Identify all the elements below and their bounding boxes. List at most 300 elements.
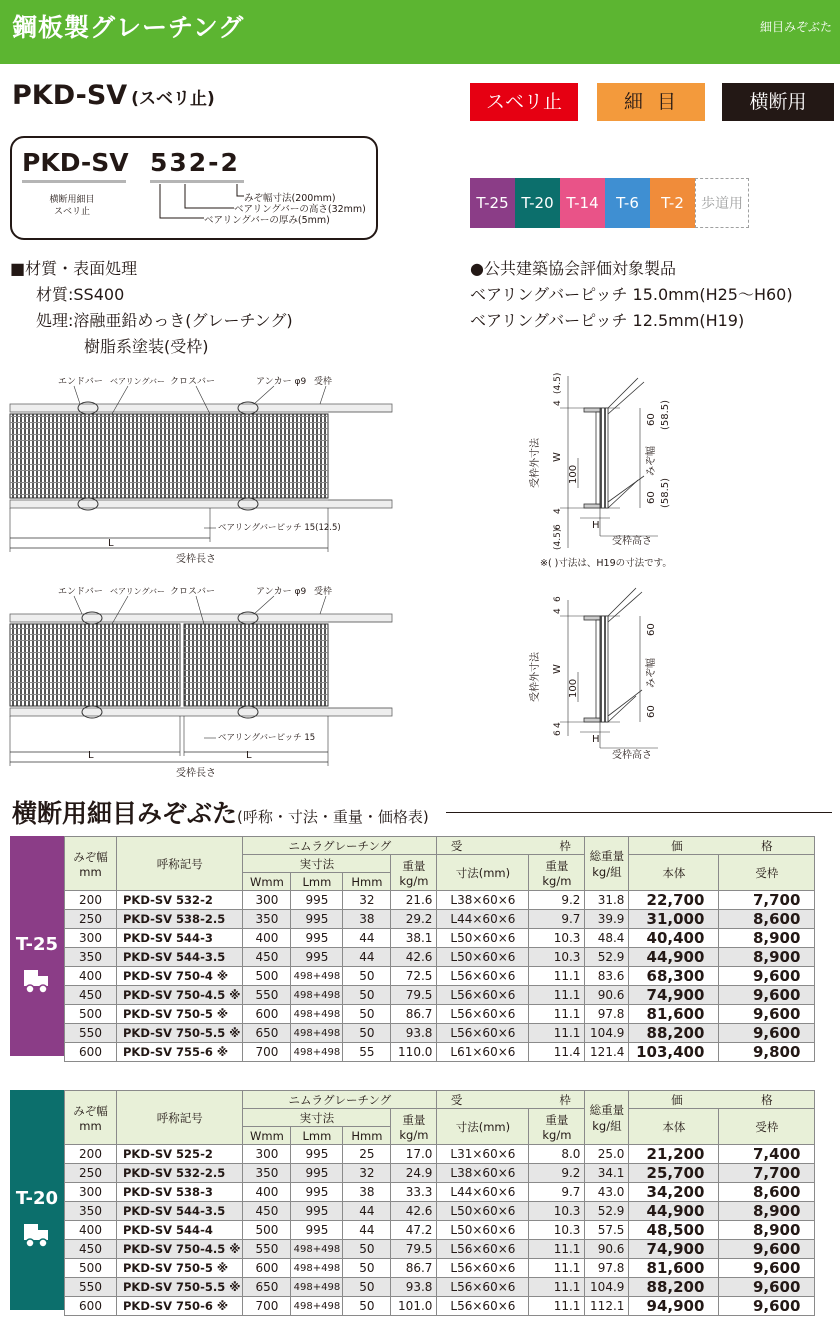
- cell-code: PKD-SV 750-4.5 ※: [117, 1240, 243, 1259]
- cell-body-price: 74,900: [629, 986, 719, 1005]
- cell-w: 650: [243, 1024, 291, 1043]
- cell-body-price: 40,400: [629, 929, 719, 948]
- cell-code: PKD-SV 750-4 ※: [117, 967, 243, 986]
- cell-width: 300: [65, 929, 117, 948]
- cell-l: 995: [291, 1183, 343, 1202]
- code-sublabel-2: スベリ止: [53, 207, 90, 217]
- cell-weight: 93.8: [391, 1278, 437, 1297]
- tag-transverse: 横断用: [722, 83, 834, 121]
- price-table-t-20: [64, 1090, 815, 1316]
- cell-weight: 29.2: [391, 910, 437, 929]
- cell-code: PKD-SV 532-2.5: [117, 1164, 243, 1183]
- load-class-t20: T-20: [515, 178, 560, 228]
- cell-total: 97.8: [585, 1005, 629, 1024]
- label-6-bot-2: 6: [553, 730, 563, 736]
- load-class-row: [470, 178, 749, 228]
- load-class-band-t-20: [10, 1090, 64, 1310]
- cell-code: PKD-SV 750-5.5 ※: [117, 1024, 243, 1043]
- load-class-t6: T-6: [605, 178, 650, 228]
- cell-w: 700: [243, 1297, 291, 1316]
- cell-l: 498+498: [291, 967, 343, 986]
- cell-l: 995: [291, 1145, 343, 1164]
- cell-l: 995: [291, 910, 343, 929]
- table-row: [65, 1005, 815, 1024]
- header-width: みぞ幅 mm: [65, 837, 117, 891]
- header-h: Hmm: [343, 873, 391, 891]
- label-frame-2: 受枠: [314, 587, 333, 597]
- model-title: [12, 80, 215, 111]
- cell-frame-price: 8,900: [719, 1221, 815, 1240]
- cell-frame-dims: L61×60×6: [437, 1043, 529, 1062]
- tag-fine: 細目: [597, 83, 705, 121]
- cell-width: 500: [65, 1005, 117, 1024]
- cell-frame-price: 7,400: [719, 1145, 815, 1164]
- evaluation-line-2: ベアリングバーピッチ 15.0mm(H25〜H60): [470, 285, 793, 304]
- cell-body-price: 103,400: [629, 1043, 719, 1062]
- table-row: [65, 1259, 815, 1278]
- header-frame-price: 受枠: [719, 1109, 815, 1145]
- label-4-top-1: 4: [553, 400, 563, 406]
- cell-width: 350: [65, 1202, 117, 1221]
- header-nimura: ニムラグレーチング: [243, 837, 437, 855]
- label-bearing-bar: ベアリングバー: [110, 377, 166, 386]
- cell-weight: 38.1: [391, 929, 437, 948]
- cell-body-price: 94,900: [629, 1297, 719, 1316]
- cell-h: 38: [343, 1183, 391, 1202]
- evaluation-block: [470, 256, 793, 334]
- table-row: [65, 1278, 815, 1297]
- cell-l: 498+498: [291, 1278, 343, 1297]
- cell-total: 57.5: [585, 1221, 629, 1240]
- label-4-top-2: 4: [553, 608, 563, 614]
- cell-w: 600: [243, 1005, 291, 1024]
- label-60-top-2: 60: [646, 623, 657, 636]
- cell-width: 550: [65, 1278, 117, 1297]
- label-frame-outer-2: 受枠外寸法: [530, 652, 541, 702]
- cell-body-price: 34,200: [629, 1183, 719, 1202]
- label-585-bot-1: (58.5): [660, 477, 671, 508]
- cell-h: 50: [343, 967, 391, 986]
- cell-weight: 86.7: [391, 1005, 437, 1024]
- cell-w: 400: [243, 1183, 291, 1202]
- label-H-1: H: [592, 520, 600, 531]
- truck-icon: [22, 1220, 52, 1250]
- cell-l: 995: [291, 1202, 343, 1221]
- label-6-top-2: 6: [553, 596, 563, 602]
- cell-w: 450: [243, 948, 291, 967]
- cell-frame-weight: 11.1: [529, 986, 585, 1005]
- cell-frame-dims: L44×60×6: [437, 910, 529, 929]
- cell-weight: 42.6: [391, 948, 437, 967]
- cell-frame-price: 8,900: [719, 929, 815, 948]
- cell-body-price: 44,900: [629, 948, 719, 967]
- cell-body-price: 44,900: [629, 1202, 719, 1221]
- cell-h: 55: [343, 1043, 391, 1062]
- cell-l: 498+498: [291, 986, 343, 1005]
- header-frame-price: 受枠: [719, 855, 815, 891]
- cell-h: 50: [343, 1259, 391, 1278]
- cell-body-price: 81,600: [629, 1259, 719, 1278]
- price-section-title-main: 横断用細目みぞぶた: [12, 799, 238, 828]
- cell-h: 50: [343, 1278, 391, 1297]
- header-dims: 寸法(mm): [437, 1109, 529, 1145]
- cell-code: PKD-SV 750-5 ※: [117, 1259, 243, 1278]
- cell-h: 50: [343, 1297, 391, 1316]
- label-W-1: W: [552, 452, 563, 462]
- cell-total: 52.9: [585, 1202, 629, 1221]
- cell-frame-price: 8,600: [719, 910, 815, 929]
- label-pitch-a: ベアリングバーピッチ 15(12.5): [218, 523, 341, 533]
- table-row: [65, 1164, 815, 1183]
- cell-frame-weight: 10.3: [529, 948, 585, 967]
- cell-l: 498+498: [291, 1259, 343, 1278]
- cell-total: 90.6: [585, 986, 629, 1005]
- cell-frame-dims: L50×60×6: [437, 1202, 529, 1221]
- price-section-title-paren: (呼称・寸法・重量・価格表): [237, 808, 429, 826]
- label-frame-height-1: 受枠高さ: [612, 536, 652, 547]
- cell-code: PKD-SV 755-6 ※: [117, 1043, 243, 1062]
- table-row: [65, 986, 815, 1005]
- treatment-line: 処理:溶融亜鉛めっき(グレーチング): [36, 311, 293, 330]
- load-class-band-label: T-20: [15, 1188, 59, 1209]
- cell-w: 450: [243, 1202, 291, 1221]
- cell-width: 350: [65, 948, 117, 967]
- load-class-t25: T-25: [470, 178, 515, 228]
- price-table-t-25: [64, 836, 815, 1062]
- cell-frame-dims: L56×60×6: [437, 1024, 529, 1043]
- model-name: PKD-SV: [12, 80, 128, 111]
- header-h: Hmm: [343, 1127, 391, 1145]
- cell-body-price: 68,300: [629, 967, 719, 986]
- header-dims: 寸法(mm): [437, 855, 529, 891]
- cell-weight: 93.8: [391, 1024, 437, 1043]
- cell-total: 34.1: [585, 1164, 629, 1183]
- section-drawing-1: [520, 368, 740, 578]
- cell-width: 200: [65, 891, 117, 910]
- label-anchor-2: アンカー φ9: [256, 587, 307, 597]
- cell-width: 300: [65, 1183, 117, 1202]
- cell-width: 400: [65, 1221, 117, 1240]
- cell-frame-dims: L38×60×6: [437, 891, 529, 910]
- cell-frame-dims: L56×60×6: [437, 967, 529, 986]
- cell-l: 995: [291, 891, 343, 910]
- cell-h: 50: [343, 1240, 391, 1259]
- label-end-bar: エンドバー: [58, 377, 103, 387]
- cell-body-price: 74,900: [629, 1240, 719, 1259]
- cell-width: 600: [65, 1043, 117, 1062]
- cell-l: 995: [291, 1164, 343, 1183]
- cell-frame-weight: 11.1: [529, 1240, 585, 1259]
- label-45-top-1: (4.5): [553, 372, 563, 394]
- cell-total: 97.8: [585, 1259, 629, 1278]
- header-frame: 受 枠: [437, 1091, 585, 1109]
- cell-frame-dims: L31×60×6: [437, 1145, 529, 1164]
- header-nimura: ニムラグレーチング: [243, 1091, 437, 1109]
- cell-code: PKD-SV 750-5 ※: [117, 1005, 243, 1024]
- cell-total: 104.9: [585, 1024, 629, 1043]
- table-row: [65, 1221, 815, 1240]
- cell-total: 48.4: [585, 929, 629, 948]
- table-row: [65, 891, 815, 910]
- header-frame-weight: 重量 kg/m: [529, 855, 585, 891]
- cell-frame-price: 9,800: [719, 1043, 815, 1062]
- label-cross-bar-2: クロスバー: [170, 587, 216, 597]
- cell-frame-price: 9,600: [719, 1240, 815, 1259]
- cell-frame-weight: 10.3: [529, 929, 585, 948]
- cell-total: 90.6: [585, 1240, 629, 1259]
- cell-code: PKD-SV 538-2.5: [117, 910, 243, 929]
- cell-frame-weight: 11.1: [529, 967, 585, 986]
- header-frame: 受 枠: [437, 837, 585, 855]
- truck-icon: [22, 966, 52, 996]
- cell-weight: 47.2: [391, 1221, 437, 1240]
- material-heading: ■材質・表面処理: [10, 259, 138, 278]
- cell-frame-weight: 10.3: [529, 1221, 585, 1240]
- cell-weight: 33.3: [391, 1183, 437, 1202]
- cell-width: 250: [65, 1164, 117, 1183]
- cell-frame-weight: 11.1: [529, 1005, 585, 1024]
- header-weight: 重量 kg/m: [391, 1109, 437, 1145]
- header-total: 総重量 kg/組: [585, 837, 629, 891]
- cell-l: 498+498: [291, 1043, 343, 1062]
- cell-h: 44: [343, 929, 391, 948]
- cell-l: 995: [291, 948, 343, 967]
- header-width: みぞ幅 mm: [65, 1091, 117, 1145]
- cell-total: 43.0: [585, 1183, 629, 1202]
- header-w: Wmm: [243, 1127, 291, 1145]
- table-row: [65, 1024, 815, 1043]
- label-frame: 受枠: [314, 377, 333, 387]
- code-note-width: みぞ幅寸法(200mm): [244, 193, 336, 204]
- cell-code: PKD-SV 544-4: [117, 1221, 243, 1240]
- label-frame-length: 受枠長さ: [176, 554, 216, 565]
- label-585-top-1: (58.5): [660, 399, 671, 430]
- cell-weight: 42.6: [391, 1202, 437, 1221]
- label-60-top-1: 60: [646, 413, 657, 426]
- cell-total: 112.1: [585, 1297, 629, 1316]
- treatment-line-2: 樹脂系塗装(受枠): [84, 337, 209, 356]
- cell-frame-dims: L56×60×6: [437, 1005, 529, 1024]
- load-class-band-label: T-25: [15, 934, 59, 955]
- table-row: [65, 948, 815, 967]
- label-bearing-bar-2: ベアリングバー: [110, 587, 166, 596]
- cell-width: 250: [65, 910, 117, 929]
- cell-h: 50: [343, 1024, 391, 1043]
- section-footnote: ※( )寸法は、H19の寸法です。: [540, 558, 672, 569]
- cell-h: 25: [343, 1145, 391, 1164]
- cell-body-price: 81,600: [629, 1005, 719, 1024]
- cell-frame-price: 8,900: [719, 948, 815, 967]
- header-body: 本体: [629, 855, 719, 891]
- cell-body-price: 21,200: [629, 1145, 719, 1164]
- header-code: 呼称記号: [117, 1091, 243, 1145]
- cell-frame-dims: L38×60×6: [437, 1164, 529, 1183]
- table-row: [65, 967, 815, 986]
- code-note-height: ベアリングバーの高さ(32mm): [234, 204, 366, 215]
- cell-weight: 72.5: [391, 967, 437, 986]
- cell-weight: 79.5: [391, 1240, 437, 1259]
- cell-w: 500: [243, 1221, 291, 1240]
- cell-body-price: 25,700: [629, 1164, 719, 1183]
- cell-code: PKD-SV 544-3: [117, 929, 243, 948]
- cell-frame-dims: L50×60×6: [437, 948, 529, 967]
- cell-frame-price: 8,900: [719, 1202, 815, 1221]
- table-row: [65, 929, 815, 948]
- cell-h: 44: [343, 948, 391, 967]
- cell-frame-weight: 11.1: [529, 1259, 585, 1278]
- cell-total: 39.9: [585, 910, 629, 929]
- load-class-t2: T-2: [650, 178, 695, 228]
- label-frame-length-2: 受枠長さ: [176, 768, 216, 779]
- cell-weight: 24.9: [391, 1164, 437, 1183]
- cell-frame-weight: 9.7: [529, 910, 585, 929]
- header-subtitle: 細目みぞぶた: [759, 20, 832, 34]
- header-code: 呼称記号: [117, 837, 243, 891]
- table-row: [65, 1145, 815, 1164]
- header-actual: 実寸法: [243, 1109, 391, 1127]
- cell-total: 83.6: [585, 967, 629, 986]
- table-row: [65, 1043, 815, 1062]
- tag-slip: スベリ止: [470, 83, 578, 121]
- label-100-1: 100: [568, 464, 579, 484]
- material-line: 材質:SS400: [36, 285, 125, 304]
- evaluation-line-1: ●公共建築協会評価対象製品: [470, 259, 676, 278]
- header-w: Wmm: [243, 873, 291, 891]
- cell-total: 121.4: [585, 1043, 629, 1062]
- cell-frame-weight: 11.1: [529, 1278, 585, 1297]
- cell-frame-price: 7,700: [719, 1164, 815, 1183]
- cell-total: 52.9: [585, 948, 629, 967]
- table-row: [65, 910, 815, 929]
- cell-code: PKD-SV 544-3.5: [117, 948, 243, 967]
- page-header: [0, 0, 840, 64]
- label-6-bot-1: 6: [553, 524, 563, 530]
- cell-h: 44: [343, 1221, 391, 1240]
- header-weight: 重量 kg/m: [391, 855, 437, 891]
- table-row: [65, 1183, 815, 1202]
- cell-frame-weight: 9.2: [529, 891, 585, 910]
- cell-h: 50: [343, 1005, 391, 1024]
- table-row: [65, 1297, 815, 1316]
- header-l: Lmm: [291, 873, 343, 891]
- cell-frame-dims: L56×60×6: [437, 1297, 529, 1316]
- cell-frame-price: 9,600: [719, 1005, 815, 1024]
- cell-width: 450: [65, 1240, 117, 1259]
- code-series: PKD-SV: [22, 148, 129, 177]
- cell-w: 350: [243, 1164, 291, 1183]
- cell-frame-weight: 9.2: [529, 1164, 585, 1183]
- header-price: 価 格: [629, 837, 815, 855]
- cell-weight: 86.7: [391, 1259, 437, 1278]
- cell-body-price: 88,200: [629, 1024, 719, 1043]
- cell-body-price: 88,200: [629, 1278, 719, 1297]
- cell-code: PKD-SV 525-2: [117, 1145, 243, 1164]
- header-l: Lmm: [291, 1127, 343, 1145]
- load-class-band-t-25: [10, 836, 64, 1056]
- cell-body-price: 31,000: [629, 910, 719, 929]
- cell-frame-weight: 10.3: [529, 1202, 585, 1221]
- cell-width: 400: [65, 967, 117, 986]
- section-rule: [446, 812, 832, 813]
- cell-code: PKD-SV 750-6 ※: [117, 1297, 243, 1316]
- cell-frame-dims: L50×60×6: [437, 1221, 529, 1240]
- cell-frame-dims: L56×60×6: [437, 1278, 529, 1297]
- cell-h: 32: [343, 1164, 391, 1183]
- cell-frame-weight: 9.7: [529, 1183, 585, 1202]
- code-sublabel-1: 横断用細目: [49, 195, 95, 205]
- cell-width: 450: [65, 986, 117, 1005]
- label-4-bot-1: 4: [553, 508, 563, 514]
- cell-w: 550: [243, 1240, 291, 1259]
- cell-l: 995: [291, 929, 343, 948]
- cell-code: PKD-SV 750-5.5 ※: [117, 1278, 243, 1297]
- cell-frame-price: 9,600: [719, 1278, 815, 1297]
- label-60-bot-2: 60: [646, 705, 657, 718]
- cell-frame-weight: 11.1: [529, 1024, 585, 1043]
- cell-frame-price: 9,600: [719, 1024, 815, 1043]
- price-section-title: [12, 794, 429, 830]
- label-pitch-b: ベアリングバーピッチ 15: [218, 733, 316, 743]
- cell-l: 498+498: [291, 1297, 343, 1316]
- cell-w: 500: [243, 967, 291, 986]
- cell-frame-price: 9,600: [719, 1259, 815, 1278]
- label-45-bot-1: (4.5): [553, 528, 563, 550]
- label-4-bot-2: 4: [553, 722, 563, 728]
- load-class-t14: T-14: [560, 178, 605, 228]
- cell-frame-price: 9,600: [719, 1297, 815, 1316]
- cell-frame-dims: L56×60×6: [437, 986, 529, 1005]
- cell-body-price: 22,700: [629, 891, 719, 910]
- section-drawing-2: [520, 586, 740, 776]
- cell-width: 500: [65, 1259, 117, 1278]
- header-title: 鋼板製グレーチング: [12, 13, 245, 42]
- load-class-walkway: 歩道用: [695, 178, 749, 228]
- cell-w: 700: [243, 1043, 291, 1062]
- table-row: [65, 1240, 815, 1259]
- cell-w: 650: [243, 1278, 291, 1297]
- cell-frame-price: 9,600: [719, 967, 815, 986]
- cell-total: 25.0: [585, 1145, 629, 1164]
- cell-frame-weight: 11.4: [529, 1043, 585, 1062]
- cell-frame-dims: L56×60×6: [437, 1240, 529, 1259]
- code-note-thickness: ベアリングバーの厚み(5mm): [204, 215, 330, 226]
- cell-h: 38: [343, 910, 391, 929]
- label-end-bar-2: エンドバー: [58, 587, 103, 597]
- label-L-right: L: [246, 750, 252, 761]
- label-gutter-width-1: みぞ幅: [646, 446, 657, 476]
- label-L-left: L: [88, 750, 94, 761]
- table-row: [65, 1202, 815, 1221]
- cell-l: 995: [291, 1221, 343, 1240]
- label-W-2: W: [552, 664, 563, 674]
- cell-code: PKD-SV 538-3: [117, 1183, 243, 1202]
- cell-weight: 101.0: [391, 1297, 437, 1316]
- cell-body-price: 48,500: [629, 1221, 719, 1240]
- cell-frame-price: 8,600: [719, 1183, 815, 1202]
- header-body: 本体: [629, 1109, 719, 1145]
- cell-width: 200: [65, 1145, 117, 1164]
- cell-weight: 21.6: [391, 891, 437, 910]
- header-price: 価 格: [629, 1091, 815, 1109]
- header-actual: 実寸法: [243, 855, 391, 873]
- cell-code: PKD-SV 750-4.5 ※: [117, 986, 243, 1005]
- header-frame-weight: 重量 kg/m: [529, 1109, 585, 1145]
- cell-w: 300: [243, 1145, 291, 1164]
- cell-frame-weight: 8.0: [529, 1145, 585, 1164]
- cell-code: PKD-SV 532-2: [117, 891, 243, 910]
- code-explanation-box: [10, 136, 378, 240]
- cell-h: 50: [343, 986, 391, 1005]
